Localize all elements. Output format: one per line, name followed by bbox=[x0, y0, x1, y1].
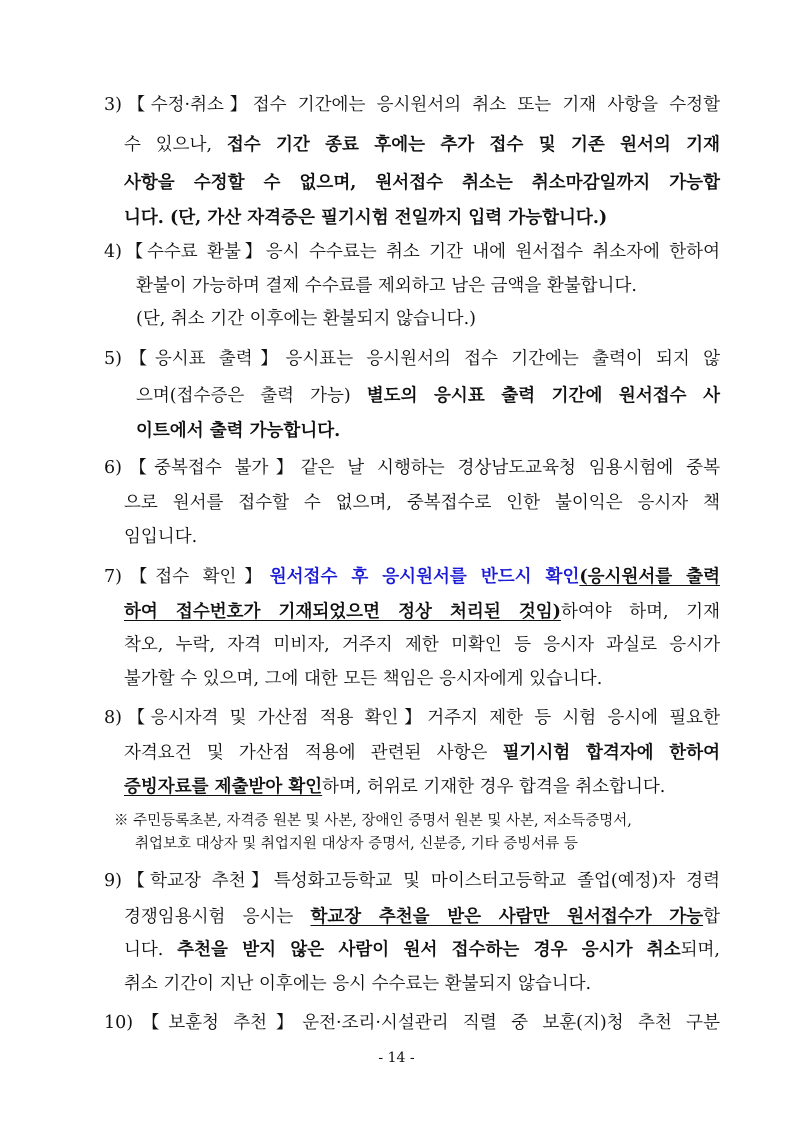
text-segment: 접수 기간 종료 후에는 추가 접수 및 기존 원서의 기재 bbox=[226, 135, 720, 155]
item-9-line-2 bbox=[124, 904, 720, 930]
item-8-note-1: ※ 주민등록초본, 자격증 원본 및 사본, 장애인 증명서 원본 및 사본, 저소득증명서, bbox=[114, 813, 632, 829]
item-9-line-3 bbox=[124, 937, 720, 963]
item-9-line-4 bbox=[124, 971, 591, 997]
text-segment: (응시원서를 출력 bbox=[579, 567, 720, 587]
text-segment: 하며, 허위로 기재한 경우 합격을 취소합니다. bbox=[322, 777, 666, 797]
item-5-line-1 bbox=[104, 346, 720, 372]
text-segment: 5)【응시표 출력】응시표는 응시원서의 접수 기간에는 출력이 되지 않 bbox=[104, 349, 720, 369]
text-segment: 취소 기간이 지난 이후에는 응시 수수료는 환불되지 않습니다. bbox=[124, 974, 592, 994]
text-segment: 추천을 받지 않은 사람이 원서 접수하는 경우 응시가 취소 bbox=[177, 940, 681, 960]
text-segment: 하여 접수번호가 기재되었으면 정상 처리된 것임) bbox=[124, 602, 561, 622]
item-5-line-3 bbox=[136, 418, 340, 444]
item-3-line-1 bbox=[104, 92, 720, 118]
item-5-line-2 bbox=[136, 383, 720, 409]
item-7-line-4 bbox=[124, 666, 602, 692]
text-segment: 하여야 하며, 기재 bbox=[560, 602, 720, 622]
item-3-line-2 bbox=[124, 132, 720, 158]
text-segment: 합 bbox=[703, 907, 720, 927]
item-9-line-1 bbox=[104, 868, 720, 894]
page-number: - 14 - bbox=[378, 1050, 415, 1066]
text-segment: 9)【학교장 추천】특성화고등학교 및 마이스터고등학교 졸업(예정)자 경력 bbox=[104, 871, 720, 891]
text-segment: 증빙자료를 제출받아 확인 bbox=[124, 777, 323, 797]
text-segment: 니다. bbox=[124, 940, 178, 960]
item-6-line-2 bbox=[124, 490, 720, 516]
item-3-line-3 bbox=[124, 170, 720, 196]
text-segment: 불가할 수 있으며, 그에 대한 모든 책임은 응시자에게 있습니다. bbox=[124, 669, 603, 689]
text-segment: 경쟁임용시험 응시는 bbox=[124, 907, 311, 927]
text-segment: 필기시험 합격자에 한하여 bbox=[502, 743, 721, 763]
text-segment: 으며(접수증은 출력 가능) bbox=[136, 386, 367, 406]
text-segment: 수 있으나, bbox=[124, 135, 227, 155]
text-segment: 학교장 추천을 받은 사람만 원서접수가 가능 bbox=[310, 907, 704, 927]
item-7-line-3 bbox=[124, 632, 720, 658]
text-segment: 원서접수 후 응시원서를 반드시 확인 bbox=[269, 567, 580, 587]
text-segment: 10)【보훈청 추천】운전·조리·시설관리 직렬 중 보훈(지)청 추천 구분 bbox=[104, 1013, 720, 1033]
text-segment: 임입니다. bbox=[124, 527, 198, 547]
item-3-line-4 bbox=[124, 205, 607, 231]
text-segment: 되며, bbox=[680, 940, 720, 960]
item-8-line-2 bbox=[124, 740, 720, 766]
text-segment: 6)【중복접수 불가】같은 날 시행하는 경상남도교육청 임용시험에 중복 bbox=[104, 458, 720, 478]
text-segment: 별도의 응시표 출력 기간에 원서접수 사 bbox=[366, 386, 720, 406]
item-6-line-1 bbox=[104, 455, 720, 481]
item-4-line-3 bbox=[136, 306, 476, 332]
text-segment: 자격요건 및 가산점 적용에 관련된 사항은 bbox=[124, 743, 503, 763]
item-7-line-2 bbox=[124, 599, 720, 625]
text-segment: 니다. (단, 가산 자격증은 필기시험 전일까지 입력 가능합니다.) bbox=[124, 208, 608, 228]
item-4-line-1 bbox=[104, 239, 720, 265]
item-8-note-2: 취업보호 대상자 및 취업지원 대상자 증명서, 신분증, 기타 증빙서류 등 bbox=[135, 836, 578, 852]
item-8-line-1 bbox=[104, 705, 720, 731]
text-segment: 4)【수수료 환불】응시 수수료는 취소 기간 내에 원서접수 취소자에 한하여 bbox=[104, 242, 720, 262]
text-segment: 3)【수정·취소】접수 기간에는 응시원서의 취소 또는 기재 사항을 수정할 bbox=[104, 95, 720, 115]
item-8-line-3 bbox=[124, 774, 665, 800]
text-segment: 환불이 가능하며 결제 수수료를 제외하고 남은 금액을 환불합니다. bbox=[136, 276, 637, 296]
text-segment: 착오, 누락, 자격 미비자, 거주지 제한 미확인 등 응시자 과실로 응시가 bbox=[124, 635, 720, 655]
item-7-line-1 bbox=[104, 564, 720, 590]
text-segment: 으로 원서를 접수할 수 없으며, 중복접수로 인한 불이익은 응시자 책 bbox=[124, 493, 720, 513]
text-segment: (단, 취소 기간 이후에는 환불되지 않습니다.) bbox=[136, 309, 476, 329]
text-segment: 7)【접수 확인】 bbox=[104, 567, 270, 587]
text-segment: 사항을 수정할 수 없으며, 원서접수 취소는 취소마감일까지 가능합 bbox=[124, 173, 720, 193]
item-4-line-2 bbox=[136, 273, 637, 299]
item-6-line-3 bbox=[124, 524, 197, 550]
item-10-line-1 bbox=[104, 1010, 720, 1036]
text-segment: 이트에서 출력 가능합니다. bbox=[136, 421, 341, 441]
text-segment: 8)【응시자격 및 가산점 적용 확인】거주지 제한 등 시험 응시에 필요한 bbox=[104, 708, 720, 728]
